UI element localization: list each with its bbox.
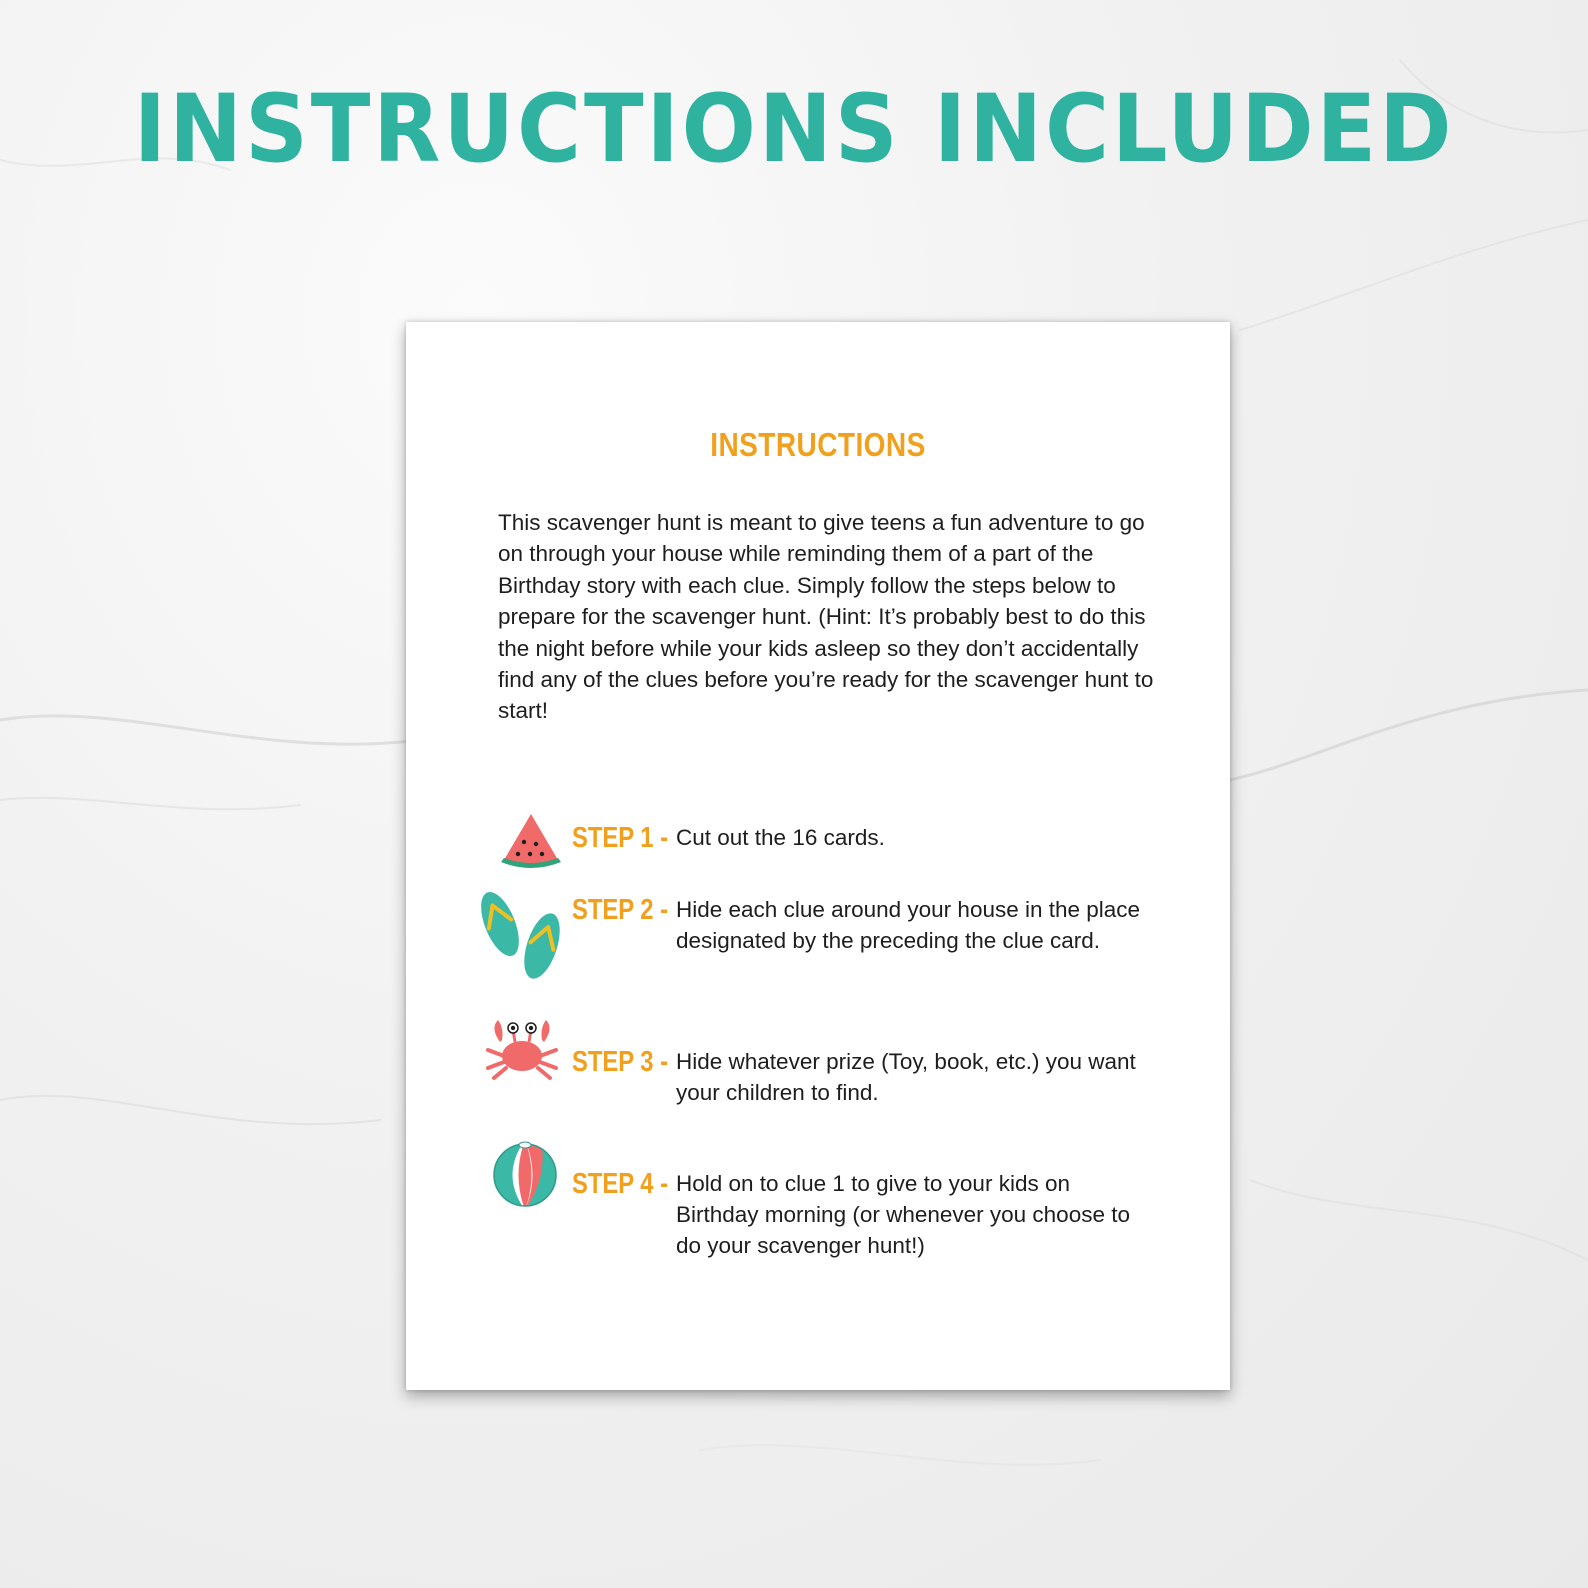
step-3-text: Hide whatever prize (Toy, book, etc.) you want your children to find.	[676, 1049, 1136, 1105]
sheet-title: INSTRUCTIONS	[710, 426, 926, 463]
instruction-sheet	[406, 322, 1230, 1390]
step-2-label: STEP 2 -	[572, 894, 669, 926]
step-1-text: Cut out the 16 cards.	[676, 825, 885, 850]
flip-flops-icon	[476, 884, 566, 984]
step-2-text: Hide each clue around your house in the place designated by the preceding the clue card.	[676, 897, 1141, 953]
step-3-label: STEP 3 -	[572, 1046, 669, 1078]
crab-icon	[482, 1016, 562, 1082]
intro-paragraph: This scavenger hunt is meant to give teens a fun adventure to go on through your house while reminding them of a part of the Birthday story with each clue. Simply follow the steps below to prepare for the scavenger hunt. (Hint: It’s probably best to do this the night before while your kids asleep so they don’t accidentally find any of the clues before you’re ready for the scavenger hunt to start!	[498, 510, 1154, 724]
step-4-label: STEP 4 -	[572, 1168, 669, 1200]
beach-ball-icon	[490, 1140, 560, 1210]
step-1-label: STEP 1 -	[572, 822, 669, 854]
banner-title: INSTRUCTIONS INCLUDED	[133, 75, 1455, 184]
step-4-text: Hold on to clue 1 to give to your kids on Birthday morning (or whenever you choose to do your scavenger hunt!)	[676, 1171, 1130, 1258]
watermelon-icon	[496, 812, 566, 874]
